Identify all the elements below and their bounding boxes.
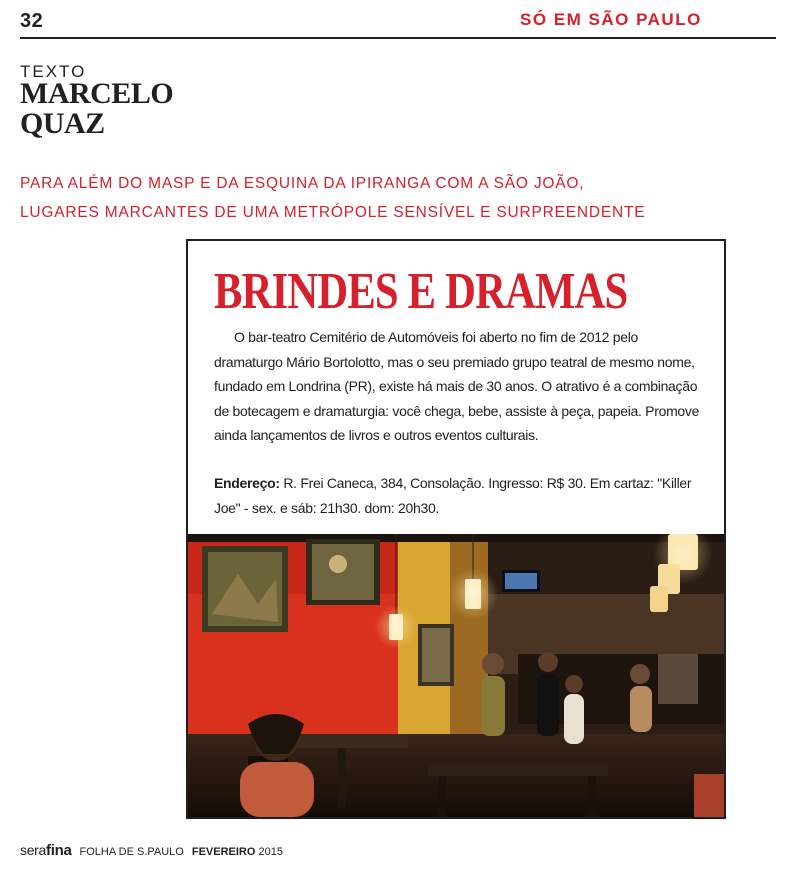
byline-label: TEXTO bbox=[20, 62, 87, 81]
article-address bbox=[214, 471, 710, 520]
page-number: 32 bbox=[20, 10, 44, 32]
header-rule bbox=[20, 37, 776, 39]
subtitle-line2: LUGARES MARCANTES DE UMA METRÓPOLE SENSÍVEL E SURPREENDENTE bbox=[20, 204, 646, 221]
author-name-line2: QUAZ bbox=[20, 107, 105, 140]
footer-publication: FOLHA DE S.PAULO bbox=[79, 846, 184, 858]
brand-light: sera bbox=[20, 842, 47, 858]
subtitle-line1: PARA ALÉM DO MASP E DA ESQUINA DA IPIRANGA COM A SÃO JOÃO, bbox=[20, 175, 585, 192]
footer-year: 2015 bbox=[258, 846, 283, 858]
author-name-line1: MARCELO bbox=[20, 77, 174, 110]
address-text: R. Frei Caneca, 384, Consolação. Ingresso: R$ 30. Em cartaz: "Killer Joe" - sex. e sáb: 21h30. dom: 20h30. bbox=[214, 475, 692, 516]
article-headline: BRINDES E DRAMAS bbox=[214, 263, 628, 320]
footer bbox=[20, 842, 283, 859]
brand-bold: fina bbox=[46, 842, 72, 859]
address-label: Endereço: bbox=[214, 475, 280, 491]
footer-month: FEVEREIRO bbox=[191, 846, 256, 858]
author-name bbox=[20, 79, 173, 139]
footer-date bbox=[192, 846, 283, 858]
footer-brand bbox=[20, 842, 72, 859]
article-box bbox=[186, 239, 726, 819]
bar-photo bbox=[188, 534, 724, 817]
bar-photo-illustration bbox=[188, 534, 724, 817]
article-body: O bar-teatro Cemitério de Automóveis foi aberto no fim de 2012 pelo dramaturgo Mário Bortolotto, mas o seu premiado grupo teatral de mesmo nome, fundado em Londrina (PR), existe há mais de 30 anos. O atrativo é a combinação de botecagem e dramaturgia: você chega, bebe, assiste à peça, papeia. Promove ainda lançamentos de livros e outros eventos culturais. bbox=[214, 329, 700, 443]
section-title: SÓ EM SÃO PAULO bbox=[520, 10, 702, 29]
subtitle bbox=[20, 169, 645, 227]
